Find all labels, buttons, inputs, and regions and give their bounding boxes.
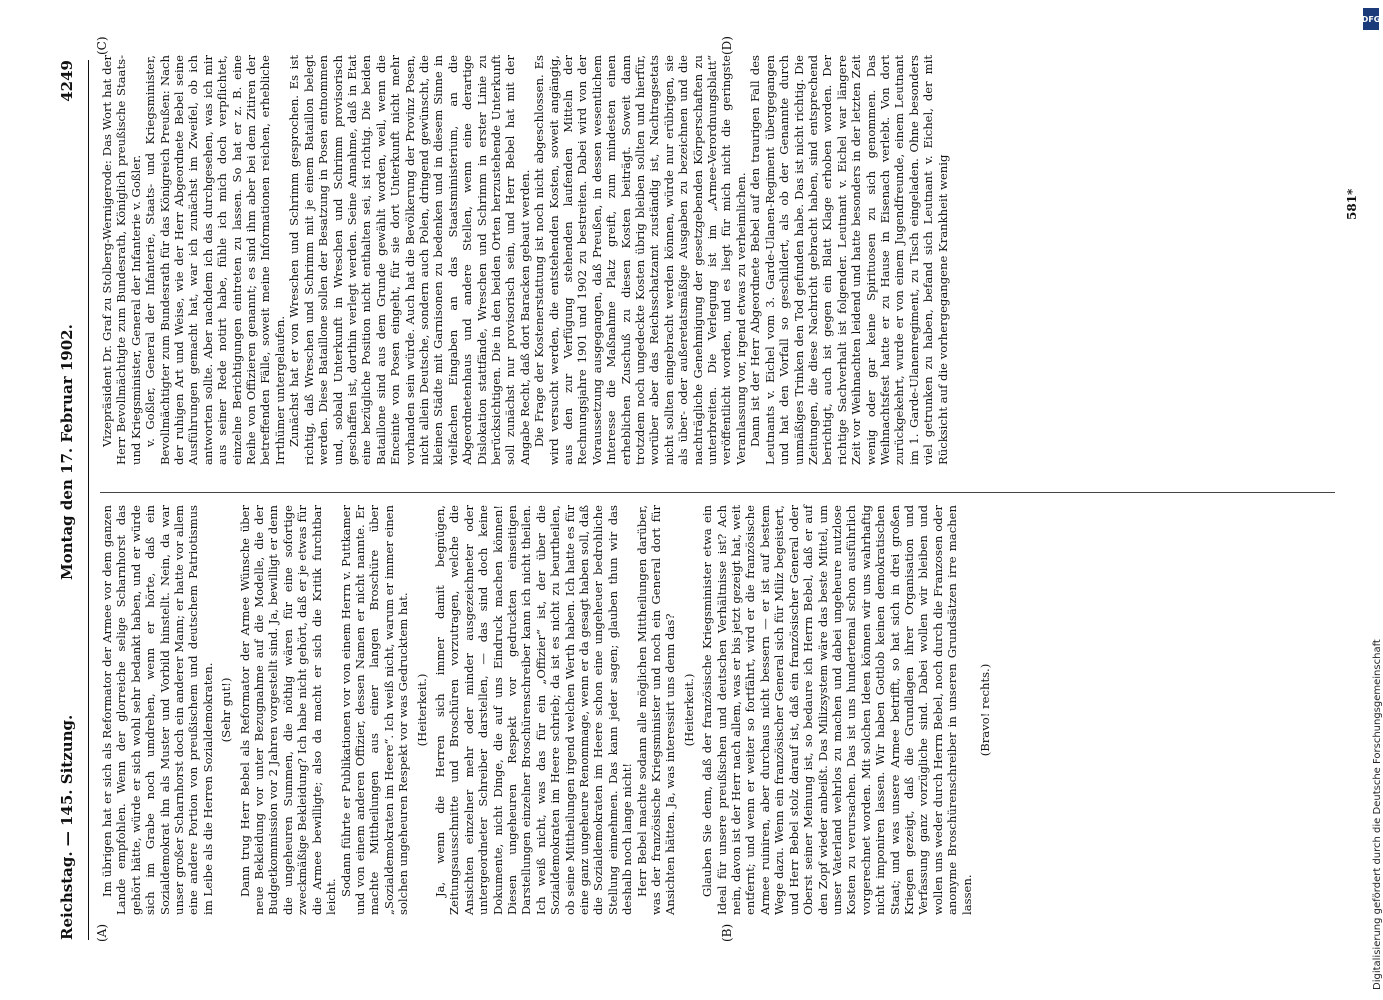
paragraph: Ja, wenn die Herren sich immer damit begnügen, Zeitungsausschnitte und Broschüren vorzutragen, welche die Ansichten einzelner mehr oder minder ausgezeichneter oder untergeordneter Schreiber darstellen, — das sind doch keine Dokumente, nicht Dinge, die auf uns Eindruck machen können! Diesen ungeheuren Respekt vor gedruckten einseitigen Darstellungen einzelner Broschürenschreiber kann ich nicht theilen. Ich weiß nicht, was das für ein „Offizier“ ist, der über die Sozialdemokraten im Heere schrieb; da ist es nicht zu beurtheilen, ob seine Mittheilungen irgend welchen Werth haben. Ich hatte es für eine ganz ungeheure Renommage, wenn er da gesagt haben soll, daß die Sozialdemokraten im Heere schon eine ungeheuer bedrohliche Stellung einnehmen. Das kann jeder sagen; glauben thun wir das deshalb noch lange nicht! xyxy=(432,505,635,915)
paragraph: Zunächst hat er von Wreschen und Schrimm gesprochen. Es ist richtig, daß Wreschen und Schrimm mit je einem Bataillon belegt werden. Diese Bataillone sollen der Besatzung in Posen entnommen und, sobald Unterkunft in Wreschen und Schrimm provisorisch geschaffen ist, dorthin verlegt werden. Seine Annahme, daß in Etat eine bezügliche Position nicht enthalten sei, ist richtig. Die beiden Bataillone sind aus dem Grunde gewählt worden, weil, wenn die Enceinte von Posen eingeht, für sie dort Unterkunft nicht mehr vorhanden sein würde. Auch hat die Bevölkerung der Provinz Posen, nicht allein Deutsche, sondern auch Polen, dringend gewünscht, die kleinen Städte mit Garnisonen zu bedenken und in diesem Sinne in vielfachen Eingaben an das Staatsministerium, an die Abgeordnetenhaus und andere Stellen, wenn eine derartige Dislokation stattfände, Wreschen und Schrimm in erster Linie zu berücksichtigen. Die in den beiden Orten herzustehende Unterkunft soll zunächst nur provisorisch sein, und Herr Bebel hat mit der Angabe Recht, daß dort Baracken gebaut werden. xyxy=(287,55,532,465)
paragraph: Dann ist der Herr Abgeordnete Bebel auf den traurigen Fall des Leutnants v. Eichel vom 3. Garde-Ulanen-Regiment übergegangen und hat den Vorfall so geschildert, als ob der Genannte durch unmäßiges Trinken den Tod gefunden habe. Das ist nicht richtig. Die Zeitungen, die diese Nachricht gebracht haben, sind entsprechend berichtigt, auch ist gegen ein Blatt Klage erhoben worden. Der richtige Sachverhalt ist folgender. Leutnant v. Eichel war längere Zeit vor Weihnachten leidend und hatte besonders in der letzten Zeit wenig oder gar keine Spirituosen zu sich genommen. Das Weihnachtsfest hatte er zu Hause in Eisenach verlebt. Von dort zurückgekehrt, wurde er von einem Jugendfreunde, einem Leutnant im 1. Garde-Ulanenregiment, zu Tisch eingeladen. Ohne besonders viel getrunken zu haben, befand sich Leutnant v. Eichel, der mit Rücksicht auf die vorhergegangene Krankheit wenig xyxy=(748,55,950,465)
paragraph: Herr Bebel machte sodann alle möglichen Mittheilungen darüber, was der französische Kriegsminister und noch ein General dort für Ansichten hätten. Ja, was interessirt uns denn das? xyxy=(634,505,678,915)
paragraph: Glauben Sie denn, daß der französische Kriegsminister etwa ein Ideal für unsere preußischen und deutschen Verhältnisse ist? Ach nein, davon ist der Herr nach allem, was er bis jetzt gezeigt hat, weit entfernt; und wenn er weiter so fortfährt, wird er die französische Armee ruiniren, aber durchaus nicht bessern — er ist auf bestem Wege dazu. Wenn ein französischer General sich für Miliz begeistert, und Herr Bebel stolz darauf ist, daß ein französischer General oder Oberst seiner Meinung ist, so bedaure ich Herrn Bebel, daß er auf den Zopf wieder anbeißt. Das Milizsystem wäre das beste Mittel, um unser Vaterland wehrlos zu machen und dabei ungeheure nutzlose Kosten zu verursachen. Das ist uns hundertemal schon ausführlich vorgerechnet worden. Mit solchen Ideen können wir uns wahrhaftig nicht imponiren lassen. Wir haben Gottlob keinen demokratischen Staat; und was unsere Armee betrifft, so hat sich in drei großen Kriegen gezeigt, daß die Grundlagen ihrer Organisation und Verfassung ganz vorzügliche sind. Dabei wollen wir bleiben und wollen uns weder durch Herrn Bebel, noch durch die Franzosen oder anonyme Broschürenschreiber in unseren Grundsätzen irre machen lassen. xyxy=(700,505,974,915)
paragraph: Im übrigen hat er sich als Reformator der Armee vor dem ganzen Lande empfohlen. Wenn der glorreiche selige Scharnhorst das gehört hätte, würde er sich wohl sehr bedankt haben, und er würde sich im Grabe noch umdrehen, wenn er hörte, daß ein Sozialdemokrat ihn als Muster und Vorbild hinstellt. Nein, da war unser großer Scharnhorst doch ein anderer Mann; er hatte vor allem eine andere Portion von preußischem und deutschem Patriotismus im Leibe als die Herren Sozialdemokraten. xyxy=(100,505,215,915)
header-date: Montag den 17. Februar 1902. xyxy=(58,324,76,580)
page-number: 4249 xyxy=(58,60,76,102)
header-left: Reichstag. — 145. Sitzung. xyxy=(58,714,76,940)
margin-mark-c: (C) xyxy=(95,36,109,55)
page-header xyxy=(58,60,84,940)
paragraph: Die Frage der Kostenerstattung ist noch nicht abgeschlossen. Es wird versucht werden, die entstehenden Kosten, soweit angängig, aus den zur Verfügung stehenden laufenden Mitteln der Rechnungsjahre 1901 und 1902 zu bestreiten. Dabei wird von der Voraussetzung ausgegangen, daß Preußen, in dessen wesentlichem Interesse die Maßnahme Platz greift, zum mindesten einen erheblichen Zuschuß zu diesen Kosten beiträgt. Soweit dann trotzdem noch ungedeckte Kosten übrig bleiben sollten und hierfür, worüber aber das Reichsschatzamt zuständig ist, Nachtragsetats nicht sollten eingebracht werden können, würde nur erübrigen, sie als über- oder außeretatsmäßige Ausgaben zu bezeichnen und die nachträgliche Genehmigung der gesetzgebenden Körperschaften zu unterbreiten. Die Verlegung ist im „Armee-Verordnungsblatt“ veröffentlicht worden, und es liegt für mich nicht die geringste Veranlassung vor, irgend etwas zu verheimlichen. xyxy=(532,55,748,465)
interjection: (Heiterkeit.) xyxy=(414,673,429,747)
paragraph: Vizepräsident Dr. Graf zu Stolberg-Wernigerode: Das Wort hat der Herr Bevollmächtigte zum Bundesrath, Königlich preußische Staats- und Kriegsminister, General der Infanterie v. Goßler. xyxy=(100,55,143,465)
column-right xyxy=(100,55,950,465)
column-left xyxy=(100,505,996,915)
interjection: (Heiterkeit.) xyxy=(681,673,696,747)
paragraph: Dann trug Herr Bebel als Reformator der Armee Wünsche über neue Bekleidung vor unter Bezugnahme auf die Modelle, die der Budgetkommission vor 2 Jahren vorgestellt sind. Ja, bewilligt er denn die ungeheuren Summen, die nöthig wären für eine sofortige zweckmäßige Bekleidung? Ich habe nicht gehört, daß er je etwas für die Armee bewilligte; also da macht er sich die Kritik furchtbar leicht. xyxy=(237,505,339,915)
signature-mark: 581* xyxy=(1345,188,1359,220)
column-divider xyxy=(100,492,1335,493)
header-rule xyxy=(88,60,89,940)
dfg-logo: DFG xyxy=(1363,8,1379,30)
paragraph: v. Goßler, General der Infanterie, Staats- und Kriegsminister, Bevollmächtigter zum Bundesrath für das Königreich Preußen: Nach der ruhigen Art und Weise, wie der Herr Abgeordnete Bebel seine Ausführungen gemacht hat, war ich zunächst im Zweifel, ob ich antworten sollte. Aber nachdem ich das durchgesehen, was ich mir aus seiner Rede notirt habe, fühle ich mich doch verpflichtet, einzelne Berichtigungen eintreten zu lassen. So hat er z. B. eine Reihe von Offizieren genannt; es sind ihm aber bei dem Zitiren der betreffenden Fälle, soweit meine Informationen reichen, erhebliche Irrthümer untergelaufen. xyxy=(143,55,287,465)
interjection: (Bravo! rechts.) xyxy=(977,663,992,757)
digitization-credit: Digitalisierung gefördert durch die Deutsche Forschungsgemeinschaft xyxy=(1372,639,1383,990)
margin-mark-a: (A) xyxy=(95,923,109,942)
paragraph: Sodann führte er Publikationen vor von einem Herrn v. Puttkamer und von einem anderen Offizier, dessen Namen er nicht nannte. Er machte Mittheilungen aus einer langen Broschüre über „Sozialdemokraten im Heere“. Ich weiß nicht, warum er immer einen solchen ungeheuren Respekt vor was Gedrucktem hat. xyxy=(338,505,411,915)
interjection: (Sehr gut!) xyxy=(219,677,234,743)
margin-mark-d: (D) xyxy=(720,36,734,55)
margin-mark-b: (B) xyxy=(720,923,734,942)
